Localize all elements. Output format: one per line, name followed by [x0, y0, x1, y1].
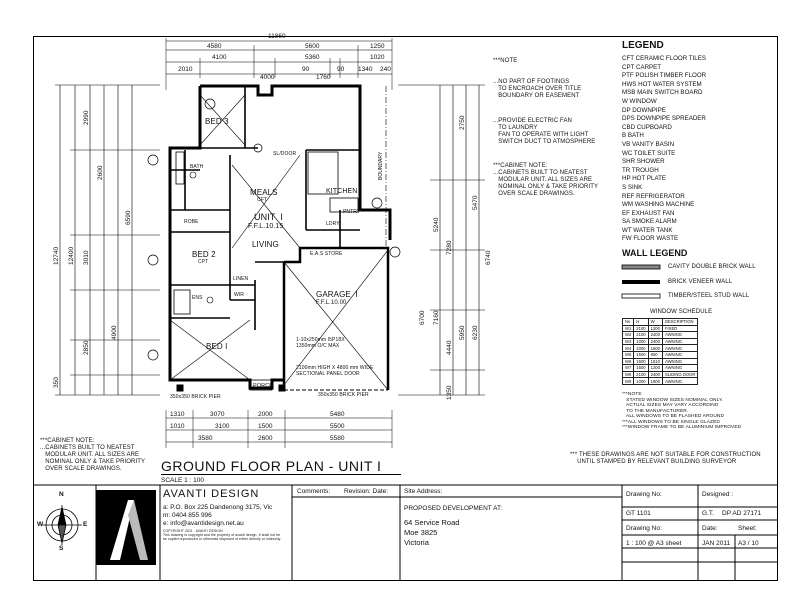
legend-item: B BATH [622, 132, 644, 140]
dim-top-1: 4580 [207, 43, 222, 50]
dim-right-11: 2750 [459, 115, 466, 130]
drawing-no-label: Drawing No: [626, 491, 662, 498]
table-cell: 2100 [634, 371, 648, 378]
notes-heading: ***NOTE [493, 57, 518, 64]
dim-top-12: 1340 [358, 66, 373, 73]
table-cell: 1800 [648, 378, 662, 385]
designed-by: G.T. [702, 510, 714, 517]
construction-note: *** THESE DRAWINGS ARE NOT SUITABLE FOR CONSTRUCTION UNTIL STAMPED BY RELEVANT BUILDING SURVEYOR [570, 452, 761, 465]
dim-bottom-2: 3070 [210, 411, 225, 418]
room-kitchen: KITCHEN [326, 188, 358, 195]
dim-bottom-8: 5500 [330, 423, 345, 430]
dim-top-11: 90 [337, 66, 345, 73]
dim-top-6: 1020 [370, 54, 385, 61]
window-schedule-title: WINDOW SCHEDULE [650, 309, 713, 315]
legend-item: PTF POLISH TIMBER FLOOR [622, 72, 707, 80]
room-wir: WIR [234, 292, 245, 298]
beam-note: 1-10x250mm I5P18X 1350mm O/C MAX [296, 337, 345, 349]
room-bed2: BED 2 [192, 250, 216, 259]
room-porch: PORCH [253, 383, 274, 389]
designed-label: Designed : [702, 491, 734, 498]
dim-top-8: 4000 [260, 74, 275, 81]
copyright: COPYRIGHT 2011 AVANTI DESIGN This drawing is copyright and the property of avanti design. It shall not be be copied reproduced or otherwise disposed of either directly or indirectly. [163, 529, 282, 541]
legend-title: LEGEND [622, 40, 664, 51]
dim-left-9: 350 [53, 377, 60, 388]
site-suburb: Moe 3825 [404, 528, 438, 537]
legend-item: EF EXHAUST FAN [622, 209, 675, 217]
dim-top-13: 240 [380, 66, 391, 73]
wall-legend-title: WALL LEGEND [622, 248, 688, 258]
dim-left-5: 3010 [83, 250, 90, 265]
table-cell: W1 [623, 325, 634, 332]
wall-legend-veneer: BRICK VENEER WALL [668, 279, 733, 285]
dim-bottom-9: 3580 [198, 435, 213, 442]
table-cell: SLIDING DOOR [662, 371, 697, 378]
brick-pier-right: 350x350 BRICK PIER [318, 392, 369, 398]
legend-item: TR TROUGH [622, 166, 659, 174]
table-cell: 2400 [648, 371, 662, 378]
table-cell: W6 [623, 358, 634, 365]
site-state: Victoria [404, 538, 429, 547]
table-cell: 2100 [634, 325, 648, 332]
table-cell: 1000 [634, 338, 648, 345]
dim-top-10: 90 [302, 66, 310, 73]
room-robe: ROBE [184, 219, 199, 225]
dim-left-7: 4900 [111, 325, 118, 340]
logo-icon [96, 490, 156, 565]
drawing-no-label-2: Drawing No: [626, 525, 662, 532]
window-schedule-header-cell: DESCRIPTION [662, 319, 697, 326]
dim-right-10: 1350 [446, 385, 453, 400]
legend-item: MSB MAIN SWITCH BOARD [622, 89, 703, 97]
legend-item: SHR SHOWER [622, 158, 665, 166]
table-cell: 1500 [634, 365, 648, 372]
table-row [623, 351, 698, 358]
comments-label: Comments: [297, 488, 331, 495]
note-item: ...PROVIDE ELECTRIC FAN TO LAUNDRY FAN TO OPERATE WITH LIGHT SWITCH DUCT TO ATMOSPHERE [493, 117, 596, 145]
company-mobile: m: 0404 855 996 [163, 512, 212, 519]
room-living: LIVING [252, 240, 279, 249]
dim-right-7: 4440 [446, 340, 453, 355]
room-ldry: LDRY [326, 221, 340, 227]
room-store: E.A.S STORE [310, 251, 343, 257]
dim-bottom-3: 2000 [258, 411, 273, 418]
table-cell: 1500 [634, 351, 648, 358]
brick-pier-left: 350x350 BRICK PIER [170, 394, 221, 400]
garage-door-note: 2100mm HIGH X 4800 mm WIDE SECTIONAL PANEL DOOR [296, 365, 374, 377]
table-cell: 2400 [648, 338, 662, 345]
compass-w: W [37, 521, 44, 528]
dim-right-8: 5950 [459, 325, 466, 340]
legend-item: WT WATER TANK [622, 226, 673, 234]
table-cell: W5 [623, 351, 634, 358]
compass-s: S [59, 545, 64, 552]
plan-scale: SCALE 1 : 100 [161, 477, 204, 484]
table-cell: W7 [623, 365, 634, 372]
dim-bottom-11: 5580 [330, 435, 345, 442]
legend-item: WC TOILET SUITE [622, 149, 676, 157]
legend-item: W WINDOW [622, 97, 657, 105]
room-bed1: BED I [206, 342, 228, 351]
room-linen: LINEN [233, 276, 249, 282]
wall-legend-cavity: CAVITY DOUBLE BRICK WALL [668, 264, 756, 270]
table-cell: W4 [623, 345, 634, 352]
legend-item: VB VANITY BASIN [622, 140, 675, 148]
table-row [623, 378, 698, 385]
legend-item: SA SMOKE ALARM [622, 218, 677, 226]
note-item: ...NO PART OF FOOTINGS TO ENCROACH OVER TITLE BOUNDARY OR EASEMENT [493, 79, 582, 100]
dim-top-2: 5600 [305, 43, 320, 50]
dim-right-3: 5470 [472, 195, 479, 210]
dim-bottom-7: 1500 [258, 423, 273, 430]
dim-bottom-6: 3100 [215, 423, 230, 430]
legend-item: CFT CERAMIC FLOOR TILES [622, 55, 707, 62]
table-cell: AWNING [662, 378, 697, 385]
legend-item: CBD CUPBOARD [622, 123, 672, 131]
table-cell: 1000 [634, 378, 648, 385]
company-address: a: P.O. Box 225 Dandenong 3175, Vic [163, 504, 273, 511]
table-cell: W9 [623, 378, 634, 385]
table-cell: 2400 [648, 332, 662, 339]
table-row [623, 325, 698, 332]
table-cell: W8 [623, 371, 634, 378]
project-label: PROPOSED DEVELOPMENT AT: [404, 505, 503, 512]
table-row [623, 365, 698, 372]
legend-item: WM WASHING MACHINE [622, 201, 695, 209]
legend-item: REF REFRIGERATOR [622, 192, 685, 200]
table-cell: W2 [623, 332, 634, 339]
note-item: ***CABINET NOTE: ...CABINETS BUILT TO NEATEST MODULAR UNIT. ALL SIZES ARE NOMINAL ONLY & TAKE PRIORITY OVER SCALE DRAWINGS. [493, 163, 599, 197]
plan-title: GROUND FLOOR PLAN - UNIT I [161, 458, 382, 474]
room-meals-floor: CFT [257, 197, 268, 203]
dim-bottom-4: 5480 [330, 411, 345, 418]
legend-item: HWS HOT WATER SYSTEM [622, 80, 702, 88]
room-meals: MEALS [250, 188, 278, 197]
window-schedule-header [623, 319, 698, 326]
dim-top-9: 1760 [316, 74, 331, 81]
dim-top-5: 5360 [305, 54, 320, 61]
sheet-value: A3 / 10 [738, 540, 759, 547]
table-cell: AWNING [662, 338, 697, 345]
compass-n: N [59, 491, 64, 498]
room-garage: GARAGE I [316, 290, 358, 299]
dim-bottom-10: 2600 [258, 435, 273, 442]
legend-item: DPS DOWNPIPE SPREADER [622, 115, 706, 123]
dp-ad-number: DP AD 27171 [722, 510, 762, 517]
dim-left-3: 6590 [125, 210, 132, 225]
site-street: 64 Service Road [404, 518, 460, 527]
table-cell: 1200 [648, 365, 662, 372]
room-bed3: BED 3 [205, 117, 229, 126]
room-bath: BATH [190, 164, 204, 170]
table-cell: 650 [648, 351, 662, 358]
date-value: JAN 2011 [702, 540, 731, 547]
dim-right-5: 6700 [419, 310, 426, 325]
table-cell: AWNING [662, 358, 697, 365]
dim-right-9: 6230 [472, 325, 479, 340]
compass-e: E [83, 521, 88, 528]
table-cell: 2100 [634, 332, 648, 339]
table-row [623, 345, 698, 352]
dim-top-7: 2010 [178, 66, 193, 73]
dim-right-1: 5240 [433, 217, 440, 232]
table-cell: AWNING [662, 351, 697, 358]
company-email: e: info@avantidesign.net.au [163, 520, 244, 527]
sheet-label: Sheet: [738, 525, 757, 532]
legend-item: DP DOWNPIPE [622, 106, 666, 114]
room-bed2-floor: CPT [198, 259, 209, 265]
room-pntry: PNTRY [343, 209, 361, 215]
table-cell: W3 [623, 338, 634, 345]
site-address-label: Site Address: [404, 488, 443, 495]
window-schedule-header-cell: W [648, 319, 662, 326]
table-cell: 1810 [648, 358, 662, 365]
revision-label: Revision: Date: [344, 488, 389, 495]
table-row [623, 332, 698, 339]
room-garage-ffl: F.F.L.10.00 [316, 300, 347, 306]
table-cell: AWNING [662, 345, 697, 352]
table-row [623, 371, 698, 378]
window-schedule-header-cell: No [623, 319, 634, 326]
legend-item: CPT CARPET [622, 63, 662, 71]
dim-right-4: 6740 [485, 250, 492, 265]
table-cell: 1000 [634, 345, 648, 352]
scale-value: 1 : 100 @ A3 sheet [626, 540, 682, 547]
dim-left-1: 12740 [53, 246, 60, 265]
dim-right-6: 7160 [433, 310, 440, 325]
company-name: AVANTI DESIGN [163, 488, 260, 500]
dim-left-2: 12400 [68, 246, 75, 265]
boundary-label: BOUNDARY [378, 151, 384, 180]
dim-right-2: 7280 [446, 240, 453, 255]
dim-bottom-5: 1010 [170, 423, 185, 430]
table-cell: 1500 [648, 345, 662, 352]
table-cell: 1500 [634, 358, 648, 365]
dim-top-4: 4100 [212, 54, 227, 61]
room-ffl: F.F.L.10.15 [248, 223, 284, 230]
legend-item: S SINK [622, 183, 643, 191]
table-cell: AWNING [662, 332, 697, 339]
table-cell: AWNING [662, 365, 697, 372]
legend-list [622, 55, 706, 244]
legend-item: HP HOT PLATE [622, 175, 667, 183]
window-schedule-header-cell: H [634, 319, 648, 326]
room-ens: ENS [192, 295, 203, 301]
cabinet-note-left: ***CABINET NOTE: ...CABINETS BUILT TO NEATEST MODULAR UNIT. ALL SIZES ARE NOMINAL ONLY & TAKE PRIORITY OVER SCALE DRAWINGS. [40, 438, 146, 472]
date-label: Date: [702, 525, 718, 532]
plan-title-underline [161, 474, 401, 475]
table-row [623, 358, 698, 365]
dim-left-6: 2850 [83, 340, 90, 355]
dim-overall-width: 11860 [268, 33, 286, 40]
window-schedule-notes: ***NOTE STATED WINDOW SIZES NOMINAL ONLY. ACTUAL SIZES MAY VARY ACCORDING TO THE MANUFACTURER. ALL WINDOWS TO BE FLASHED AROUND ***ALL WINDOWS TO BE SINGLE GLAZED ***WINDOW FRAME TO BE ALUMINIUM IMPROVED [622, 392, 742, 431]
dim-bottom-1: 1310 [170, 411, 185, 418]
drawing-no: GT 1101 [626, 510, 651, 517]
dim-left-4: 2990 [83, 110, 90, 125]
general-notes [493, 44, 598, 211]
table-cell: 1200 [648, 325, 662, 332]
table-cell: FIXED [662, 325, 697, 332]
sl-door-label: SL/DOOR [273, 151, 297, 157]
legend-item: FW FLOOR WASTE [622, 235, 679, 243]
dim-top-3: 1250 [370, 43, 385, 50]
wall-legend-stud: TIMBER/STEEL STUD WALL [668, 293, 750, 299]
room-unit: UNIT I [254, 212, 284, 222]
window-schedule-table [622, 318, 698, 385]
table-row [623, 338, 698, 345]
dim-left-8: 2600 [97, 165, 104, 180]
